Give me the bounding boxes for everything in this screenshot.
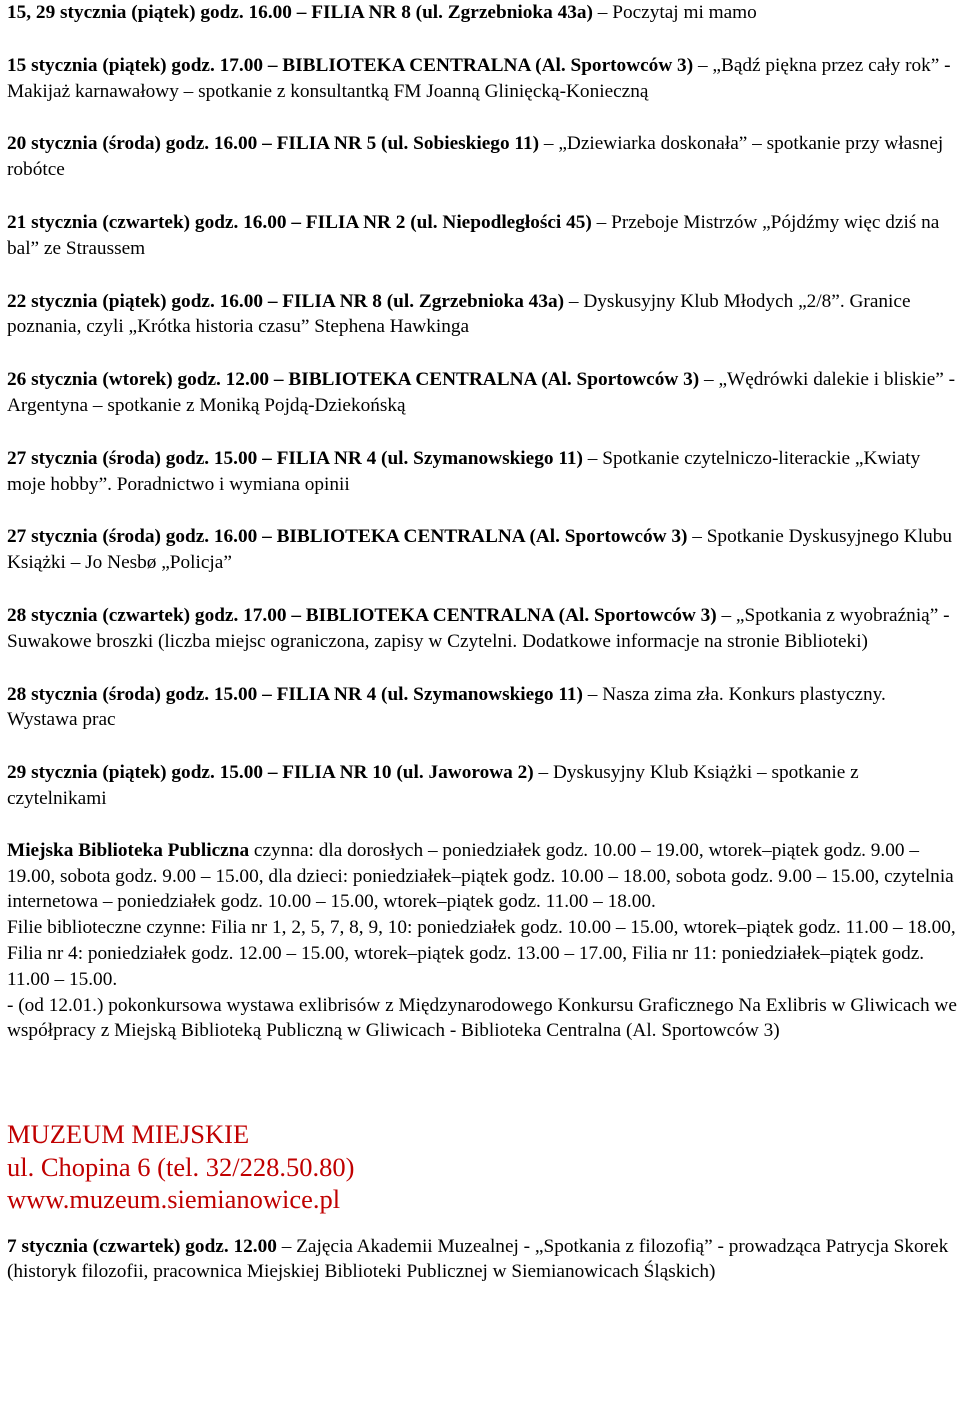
library-branches: Filie biblioteczne czynne: Filia nr 1, 2, 5, 7, 8, 9, 10: poniedziałek godz. 10.00 – 15.00, wtorek–piątek godz. 11.00 – 18.00, Filia nr 4: poniedziałek godz. 12.00 – 15.00, wtorek–piątek godz. 13.00 – 17.00, Filia nr 11: poniedziałek–piątek godz. 11.00 – 15.00. (7, 917, 956, 990)
event-description: – „Bądź piękna przez cały rok” - Makijaż karnawałowy – spotkanie z konsultantką FM Joanną Glinięcką-Konieczną (7, 54, 951, 102)
museum-event-entry (7, 1234, 957, 1286)
library-hours (7, 838, 957, 915)
event-description: – Poczytaj mi mamo (592, 2, 757, 23)
event-description: – Dyskusyjny Klub Książki – spotkanie z czytelnikami (7, 762, 859, 809)
event-entry (7, 682, 957, 734)
event-description: – „Wędrówki dalekie i bliskie” - Argentyna – spotkanie z Moniką Pojdą-Dziekońską (7, 369, 956, 416)
library-hours-text: czynna: dla dorosłych – poniedziałek godz. 10.00 – 19.00, wtorek–piątek godz. 9.00 – 19.00, sobota godz. 9.00 – 15.00, dla dzieci: poniedziałek–piątek godz. 10.00 – 18.00, sobota godz. 9.00 – 15.00, czytelnia internetowa – poniedziałek godz. 10.00 – 15.00, wtorek–piątek godz. 11.00 – 18.00. (7, 839, 954, 913)
event-description: – Spotkanie Dyskusyjnego Klubu Książki – Jo Nesbø „Policja” (7, 526, 952, 574)
event-description: – Dyskusyjny Klub Młodych „2/8”. Granice poznania, czyli „Krótka historia czasu” Stephena Hawkinga (7, 290, 911, 338)
event-date-venue: 15 stycznia (piątek) godz. 17.00 – BIBLIOTEKA CENTRALNA (Al. Sportowców 3) (7, 54, 694, 76)
museum-event-description: – Zajęcia Akademii Muzealnej - „Spotkania z filozofią” - prowadząca Patrycja Skorek (historyk filozofii, pracownica Miejskiej Biblioteki Publicznej w Siemianowicach Śląskich) (7, 1235, 949, 1283)
event-date-venue: 27 stycznia (środa) godz. 15.00 – FILIA NR 4 (ul. Szymanowskiego 11) (7, 447, 583, 469)
event-entry (7, 53, 957, 105)
event-description: – „Dziewiarka doskonała” – spotkanie przy własnej robótce (7, 133, 944, 181)
event-date-venue: 28 stycznia (środa) godz. 15.00 – FILIA NR 4 (ul. Szymanowskiego 11) (7, 683, 583, 705)
event-description: – Nasza zima zła. Konkurs plastyczny. Wystawa prac (7, 683, 886, 731)
museum-title: MUZEUM MIEJSKIE (7, 1119, 250, 1150)
event-date-venue: 27 stycznia (środa) godz. 16.00 – BIBLIOTEKA CENTRALNA (Al. Sportowców 3) (7, 526, 688, 548)
library-exhibition: - (od 12.01.) pokonkursowa wystawa exlibrisów z Międzynarodowego Konkursu Graficznego Na Exlibris w Gliwicach we współpracy z Miejską Biblioteką Publiczną w Gliwicach - Biblioteka Centralna (Al. Sportowców 3) (7, 994, 957, 1042)
event-date-venue: 21 stycznia (czwartek) godz. 16.00 – FILIA NR 2 (ul. Niepodległości 45) (7, 211, 592, 233)
museum-event-date: 7 stycznia (czwartek) godz. 12.00 (7, 1235, 277, 1257)
event-entry (7, 289, 957, 341)
event-date-venue: 22 stycznia (piątek) godz. 16.00 – FILIA NR 8 (ul. Zgrzebnioka 43a) (7, 290, 565, 312)
event-date-venue: 29 stycznia (piątek) godz. 15.00 – FILIA NR 10 (ul. Jaworowa 2) (7, 762, 534, 784)
event-date-venue: 20 stycznia (środa) godz. 16.00 – FILIA NR 5 (ul. Sobieskiego 11) (7, 133, 540, 155)
event-entry (7, 446, 957, 498)
event-entry (7, 524, 957, 576)
event-entry (7, 760, 957, 812)
event-description: – Przeboje Mistrzów „Pójdźmy więc dziś na bal” ze Straussem (7, 211, 940, 259)
library-name: Miejska Biblioteka Publiczna (7, 839, 250, 861)
museum-website-link[interactable]: www.muzeum.siemianowice.pl (7, 1184, 341, 1215)
event-entry (7, 367, 957, 419)
event-date-venue: 26 stycznia (wtorek) godz. 12.00 – BIBLIOTEKA CENTRALNA (Al. Sportowców 3) (7, 369, 700, 391)
museum-address: ul. Chopina 6 (tel. 32/228.50.80) (7, 1151, 355, 1182)
event-date-venue: 28 stycznia (czwartek) godz. 17.00 – BIBLIOTEKA CENTRALNA (Al. Sportowców 3) (7, 604, 717, 626)
event-entry (7, 131, 957, 183)
event-entry (7, 0, 957, 26)
event-entry (7, 603, 957, 655)
event-description: – „Spotkania z wyobraźnią” - Suwakowe broszki (liczba miejsc ograniczona, zapisy w Czytelni. Dodatkowe informacje na stronie Biblioteki) (7, 604, 950, 652)
event-entry (7, 210, 957, 262)
event-date-venue: 15, 29 stycznia (piątek) godz. 16.00 – FILIA NR 8 (ul. Zgrzebnioka 43a) (7, 2, 593, 23)
document-page (7, 0, 957, 1285)
event-description: – Spotkanie czytelniczo-literackie „Kwiaty moje hobby”. Poradnictwo i wymiana opinii (7, 447, 921, 495)
